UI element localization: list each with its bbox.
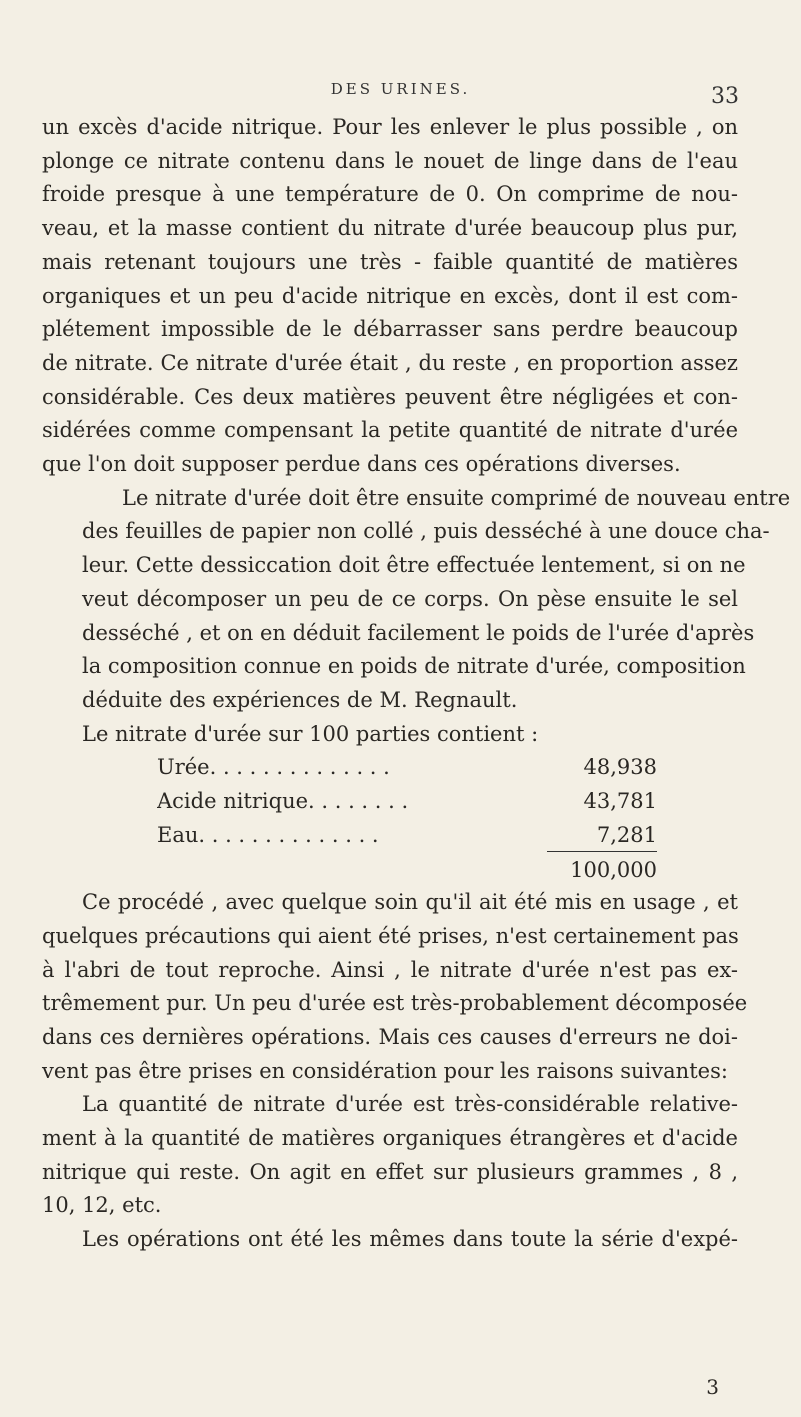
text-line: déduite des expériences de M. Regnault. xyxy=(82,687,518,712)
text-line: veut décomposer un peu de ce corps. On pèse ensuite le sel xyxy=(82,586,738,611)
row-label: Eau. . . . . . . . . . . . . . xyxy=(157,822,379,847)
text-line: dans ces dernières opérations. Mais ces causes d'erreurs ne doi- xyxy=(42,1024,738,1049)
text-line: nitrique qui reste. On agit en effet sur plusieurs grammes , 8 , xyxy=(42,1159,738,1184)
text-line: veau, et la masse contient du nitrate d'urée beaucoup plus pur, xyxy=(42,216,738,241)
row-value: 7,281 xyxy=(596,822,657,847)
text-line: des feuilles de papier non collé , puis desséché à une douce cha- xyxy=(82,519,770,544)
text-line: ment à la quantité de matières organiques étrangères et d'acide xyxy=(42,1126,738,1151)
paragraph xyxy=(42,482,791,718)
text-line: mais retenant toujours une très - faible quantité de matières xyxy=(42,249,738,274)
row-value: 48,938 xyxy=(583,755,657,780)
text-line: sidérées comme compensant la petite quantité de nitrate d'urée xyxy=(42,418,738,443)
text-line: Les opérations ont été les mêmes dans toute la série d'expé- xyxy=(82,1227,738,1252)
body-text xyxy=(42,111,791,1257)
text-line: leur. Cette dessiccation doit être effectuée lentement, si on ne xyxy=(82,553,746,578)
table-row xyxy=(157,785,657,819)
text-line: que l'on doit supposer perdue dans ces opérations diverses. xyxy=(42,452,681,477)
table-total: 100,000 xyxy=(547,851,657,888)
text-line: à l'abri de tout reproche. Ainsi , le nitrate d'urée n'est pas ex- xyxy=(42,957,738,982)
text-line: la composition connue en poids de nitrate d'urée, composition xyxy=(82,654,746,679)
text-line: 10, 12, etc. xyxy=(42,1193,162,1218)
text-line: considérable. Ces deux matières peuvent être négligées et con- xyxy=(42,384,738,409)
text-line: trêmement pur. Un peu d'urée est très-probablement décomposée xyxy=(42,991,748,1016)
text-line: plétement impossible de le débarrasser sans perdre beaucoup xyxy=(42,317,738,342)
row-value: 43,781 xyxy=(583,789,657,814)
running-title: DES URINES. xyxy=(330,80,471,98)
text-line: Ce procédé , avec quelque soin qu'il ait été mis en usage , et xyxy=(82,890,738,915)
page-number: 33 xyxy=(711,84,739,109)
text-line: vent pas être prises en considération pour les raisons suivantes: xyxy=(42,1058,728,1083)
text-line: organiques et un peu d'acide nitrique en excès, dont il est com- xyxy=(42,283,738,308)
paragraph xyxy=(42,111,738,482)
paragraph xyxy=(42,886,748,1088)
paragraph xyxy=(42,1223,738,1257)
paragraph xyxy=(42,1088,738,1223)
table-total-row xyxy=(157,852,657,886)
text-line: froide presque à une température de 0. On comprime de nou- xyxy=(42,182,738,207)
text-line: Le nitrate d'urée doit être ensuite comprimé de nouveau entre xyxy=(122,485,791,510)
running-head xyxy=(0,80,801,110)
row-label: Urée. . . . . . . . . . . . . . xyxy=(157,755,390,780)
table-row xyxy=(157,751,657,785)
text-line: un excès d'acide nitrique. Pour les enlever le plus possible , on xyxy=(42,115,738,139)
composition-table xyxy=(157,751,657,886)
text-line: plonge ce nitrate contenu dans le nouet de linge dans de l'eau xyxy=(42,148,738,173)
text-line: La quantité de nitrate d'urée est très-considérable relative- xyxy=(82,1092,738,1117)
paragraph xyxy=(42,718,738,752)
text-line: Le nitrate d'urée sur 100 parties contient : xyxy=(82,721,539,746)
text-line: quelques précautions qui aient été prises, n'est certainement pas xyxy=(42,923,739,948)
row-label: Acide nitrique. . . . . . . . xyxy=(157,789,409,814)
text-line: desséché , et on en déduit facilement le poids de l'urée d'après xyxy=(82,620,755,645)
text-line: de nitrate. Ce nitrate d'urée était , du reste , en proportion assez xyxy=(42,350,738,375)
signature-mark: 3 xyxy=(706,1375,719,1399)
table-row xyxy=(157,819,657,853)
